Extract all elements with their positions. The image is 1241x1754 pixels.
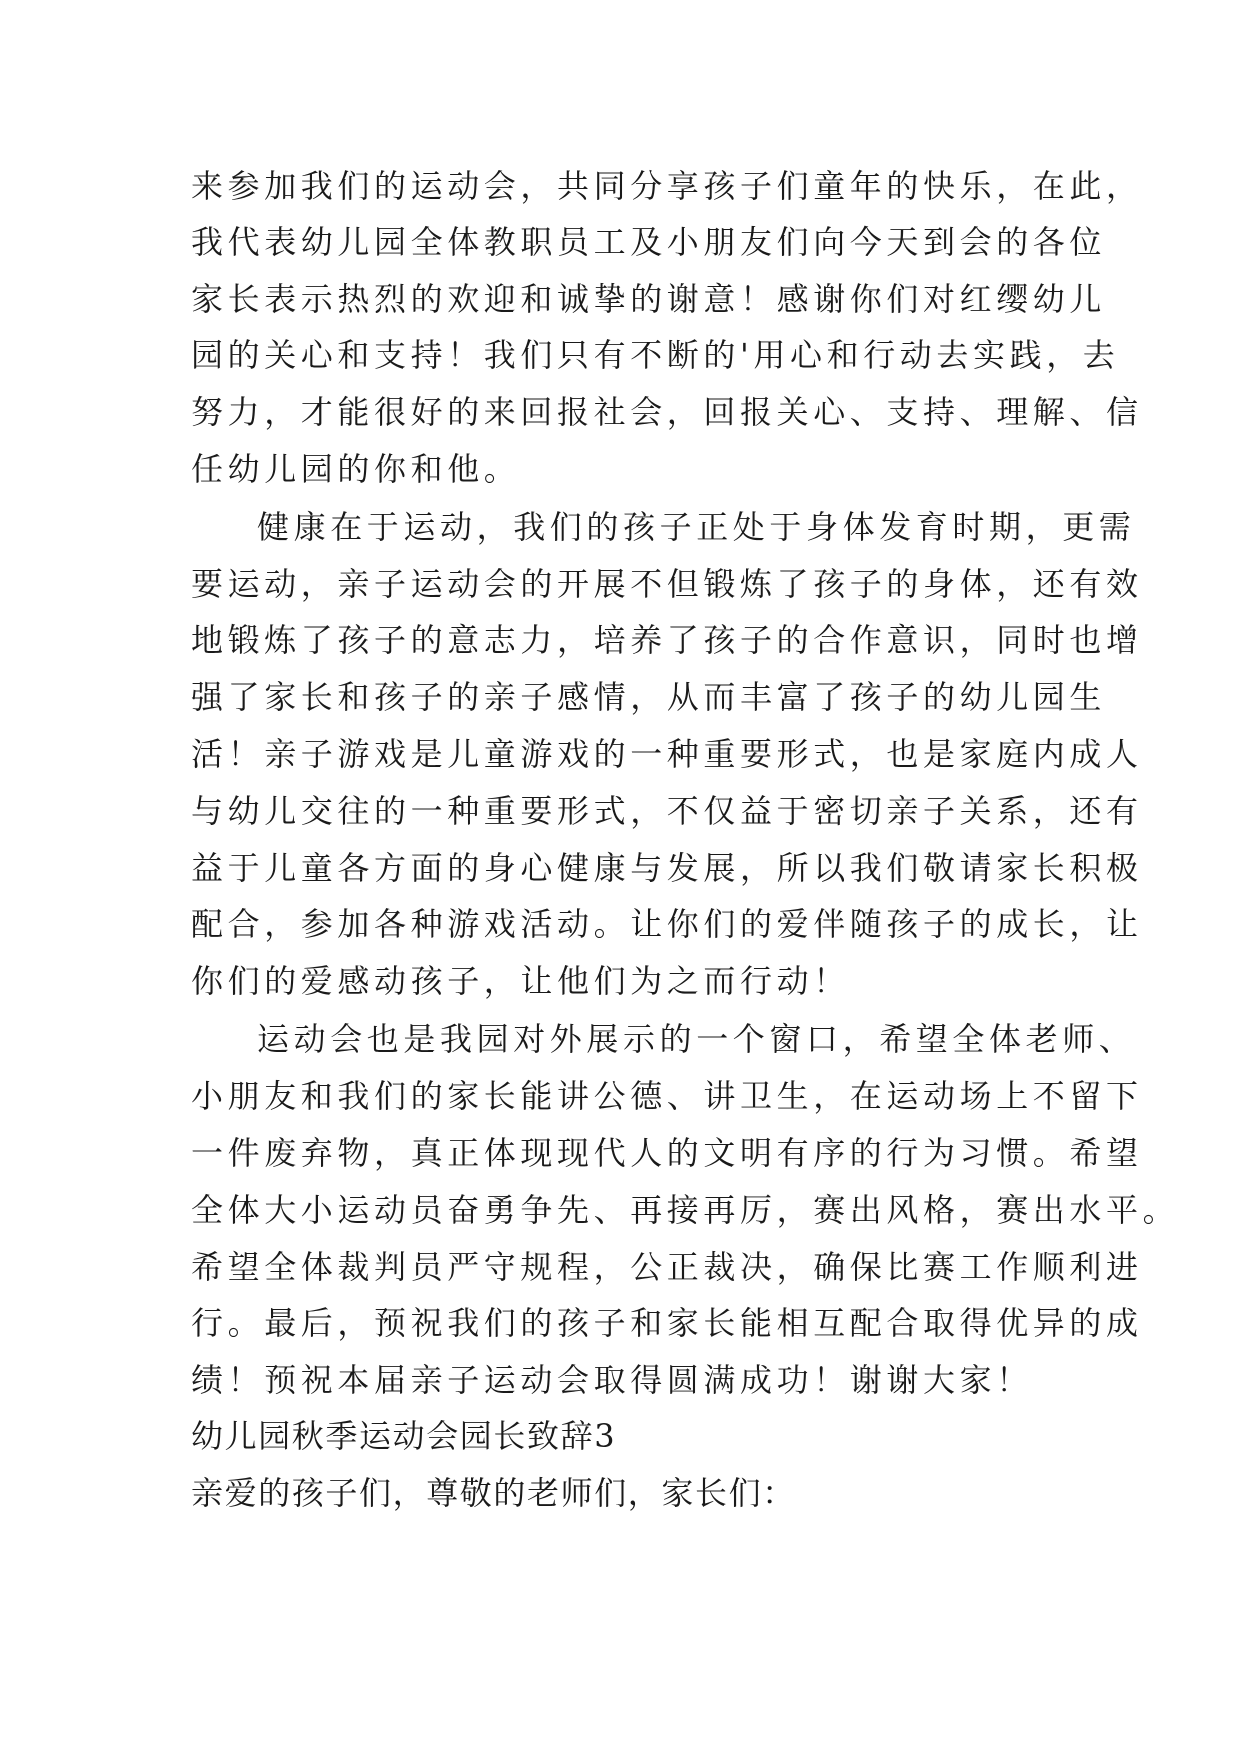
paragraph-line: 园的关心和支持！我们只有不断的'用心和行动去实践，去 xyxy=(191,336,1120,374)
paragraph-line: 绩！预祝本届亲子运动会取得圆满成功！谢谢大家！ xyxy=(191,1361,1033,1399)
paragraph-line: 与幼儿交往的一种重要形式，不仅益于密切亲子关系，还有 xyxy=(191,792,1143,830)
paragraph-line: 你们的爱感动孩子，让他们为之而行动！ xyxy=(191,962,850,1000)
paragraph-line: 任幼儿园的你和他。 xyxy=(191,450,521,488)
paragraph-line: 我代表幼儿园全体教职员工及小朋友们向今天到会的各位 xyxy=(191,223,1107,261)
paragraph-line: 来参加我们的运动会，共同分享孩子们童年的快乐，在此， xyxy=(191,167,1143,205)
paragraph-line: 地锻炼了孩子的意志力，培养了孩子的合作意识，同时也增 xyxy=(191,621,1143,659)
section-heading: 幼儿园秋季运动会园长致辞3 xyxy=(191,1417,617,1455)
paragraph-line: 小朋友和我们的家长能讲公德、讲卫生，在运动场上不留下 xyxy=(191,1077,1143,1115)
paragraph-line: 希望全体裁判员严守规程，公正裁决，确保比赛工作顺利进 xyxy=(191,1248,1143,1286)
salutation-line: 亲爱的孩子们，尊敬的老师们，家长们： xyxy=(191,1474,796,1512)
paragraph-line: 运动会也是我园对外展示的一个窗口，希望全体老师、 xyxy=(257,1020,1136,1058)
paragraph-line: 家长表示热烈的欢迎和诚挚的谢意！感谢你们对红缨幼儿 xyxy=(191,280,1107,318)
paragraph-line: 益于儿童各方面的身心健康与发展，所以我们敬请家长积极 xyxy=(191,849,1143,887)
paragraph-line: 一件废弃物，真正体现现代人的文明有序的行为习惯。希望 xyxy=(191,1134,1143,1172)
paragraph-line: 努力，才能很好的来回报社会，回报关心、支持、理解、信 xyxy=(191,393,1143,431)
paragraph-line: 配合，参加各种游戏活动。让你们的爱伴随孩子的成长，让 xyxy=(191,905,1143,943)
paragraph-line: 健康在于运动，我们的孩子正处于身体发育时期，更需 xyxy=(257,508,1136,546)
paragraph-line: 强了家长和孩子的亲子感情，从而丰富了孩子的幼儿园生 xyxy=(191,678,1107,716)
paragraph-line: 全体大小运动员奋勇争先、再接再厉，赛出风格，赛出水平。 xyxy=(191,1191,1180,1229)
paragraph-line: 活！亲子游戏是儿童游戏的一种重要形式，也是家庭内成人 xyxy=(191,735,1143,773)
paragraph-line: 行。最后，预祝我们的孩子和家长能相互配合取得优异的成 xyxy=(191,1304,1143,1342)
paragraph-line: 要运动，亲子运动会的开展不但锻炼了孩子的身体，还有效 xyxy=(191,565,1143,603)
